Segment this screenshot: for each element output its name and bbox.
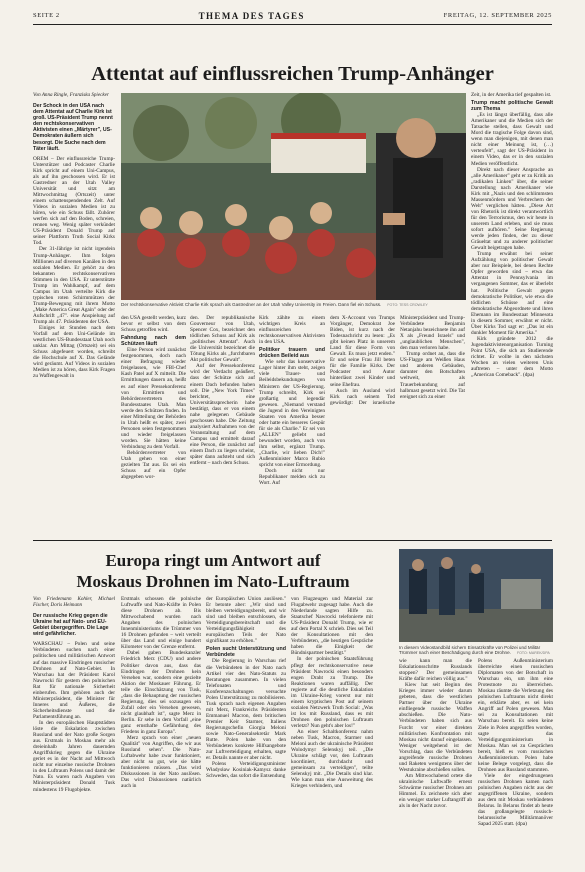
subhead-polen: Polen sucht Unterstützung und Verbündete (206, 646, 286, 659)
article-divider (33, 540, 552, 541)
subhead-trump: Trump macht politische Gewalt zum Thema (471, 100, 553, 113)
subhead-politiker: Politiker trauern und drücken Beileid aus (259, 347, 325, 360)
article2-byline: Von Friedemann Kohler, Michael Fischer, Doris Heimann (33, 596, 115, 608)
issue-date: FREITAG, 12. SEPTEMBER 2025 (443, 12, 552, 19)
article2-column-2: Erstmals schossen die polnische Luftwaffe und Nato-Kräfte in Polen diese Drohnen ab. Bis Mittwochabend wurden nach Angaben des polnischen Innenministeriums die Trümmer von 16 Drohnen gefunden – weit verteilt über das Land und einige hundert Kilometer von der Grenze entfernt. Dabei gaben Bundeskanzler Friedrich Merz (CDU) und andere Politiker davon aus, dass das Eindringen der Drohnen kein Versehen war, sondern eine gezielte Aktion der Moskauer Führung. Er teile die Einschätzung von Tusk, „dass die Behauptung der russischen Regierung, dies sei sozusagen ein Zufall oder ein Versehen gewesen, nicht glaubhaft ist", sagte Merz in Berlin. Er sehe in dem Vorfall „eine ganz ernsthafte Gefährdung des Friedens in ganz Europa". Merz sprach von einer „neuen Qualität" von Angriffen, die wir aus Russland sehen". Die Nato-Luftabwehr habe zwar funktioniert, aber nicht so gut, wie sie hätte funktionieren müssen. „Das wird Diskussionen in der Nato auslösen. Das wird Diskussionen natürlich auch in (121, 596, 201, 790)
article2-photo-caption: In diesem Videostandbild sichern Einsatzkräfte von Polizei und Militär Trümmer nach einer Beschädigung durch eine Drohne. FOTO: MAREK/DPA (399, 645, 550, 656)
article1-photo (121, 93, 466, 300)
article1-column-4: Kirk zählte zu einem wichtigen Kreis an einflussreichen rechtskonservativen Aktivisten in den USA. Politiker trauern und drücken Beileid aus Wie sehr das konservative Lager hinter ihm steht, zeigen viele Trauer- und Beileidsbekundungen von Ministern der US-Regierung. Trump schreibt, Kirk sei großartig und legendär gewesen. „Niemand verstand die Jugend in den Vereinigten Staaten von Amerika besser oder hatte ein besseres Gespür für sie als Charlie." Er sei von „ALLEN" geliebt und bewundert worden, auch von ihm selbst, ergänzt Trump. „Charlie, wir lieben Dich!" Außenminister Marco Rubio spricht von einer Ermordung. Doch nicht nur Republikaner melden sich zu Wort. Auf (259, 315, 325, 487)
article1-photo-caption: Der rechtskonservative Aktivist Charlie Kirk sprach als Gastredner an der Utah Valley University im Freien. Dann fiel ein Schuss. FOTO: TESS CROWLEY (121, 302, 428, 307)
article2-photo (399, 549, 553, 642)
article1-lead: Der Schock in den USA nach dem Attentat auf Charlie Kirk ist groß. US-Präsident Trump nennt den rechtskonservativen Aktivisten einen „Märtyrer", US-Demokraten äußern sich besorgt. Die Suche nach dem Täter läuft. (33, 103, 113, 152)
photo-credit: FOTO: TESS CROWLEY (387, 303, 428, 307)
article1-column-5: dem X-Account von Trumps Vorgänger, Demokrat Joe Biden, ist kurz nach der Todesnachricht zu lesen: „Es gibt keinen Platz in unserem Land für diese Form von Gewalt. Es muss jetzt enden." Er und seine Frau Jill beten für die Familie Kirks. Der Podcaster und Autor hinterlässt zwei Kinder und seine Ehefrau. Auch im Ausland wird Kirk nach seinem Tod gewürdigt: Der israelische Ministerpräsident und Trump-Verbündete Benjamin Netanjahu bezeichnete ihn auf X als „Freund Israels" und „unglaublichen Menschen", den man verloren habe. Trump ordnet an, dass die US-Flagge am Weißen Haus und anderen Gebäuden, darunter den Botschaften weltweit, als Trauerbekundung auf halbmast gesetzt wird. Die Tat ereignet sich zu einer (330, 315, 465, 406)
article2-column-4: von Flugzeugen und Material zur Flugabwehr zugesagt habe. Auch die Niederlande sagten Hilfe zu. Staatschef Nawrocki telefonierte mit US-Präsident Donald Trump, wie er auf dem Portal X schrieb. Dies sei Teil der Konsultationen mit den Verbündeten, „die heutigen Gespräche haben die Einigkeit der Bündnispartner bestätigt." In der polnischen Staatsführung pflegt der rechtskonservative neue Präsident Nawrocki einen besonders engen Draht zu Trump. Die Reaktionen waren auffällig. Der regierte auf die deutliche Eskalation im Ukraine-Krieg vorerst nur mit einem kryptischen Post auf seinem sozialen Netzwerk Truth Social: „Was ist los mit Russland, dass es mit Drohnen den polnischen Luftraum verletzt? Nun geht's aber los!" An einer Schaltkonferenz nahm neben Tusk, Macron, Starmer und Meloni auch der ukrainische Präsident Wolodymyr Selenskyj teil. „Die Ukraine schlägt vor, den Luftraum koordiniert, durchdacht und gemeinsam zu verteidigen", teilte Selenskyj mit. „Die Details sind klar. Wie kann man eine Ausweitung des Krieges verhindern, und (291, 596, 373, 790)
article1-column-3: den. Der republikanische Gouverneur von Utah, Spencer Cox, bezeichnet den tödlichen Schuss auf Kirk als „politisches Attentat". Auch die Universität bezeichnet die Tötung Kirks als „furchtbaren Akt politischer Gewalt". Auf der Pressekonferenz wird der Verdacht geäußert, dass der Schütze sich auf einem Dach befunden haben soll. Die „New York Times" berichtet, eine Universitätssprecherin habe bestätigt, dass er von einem nahe gelegenen Gebäude geschossen habe. Die Zeitung analysiert Aufnahmen von der Veranstaltung auf dem Campus und ermittelt darauf eine Person, die zunächst auf einem Dach zu liegen scheint, später dann aufsteht und sich entfernt – nach dem Schuss. (190, 315, 255, 467)
event-photo-illustration (121, 93, 466, 300)
page-header (33, 7, 552, 25)
article2-lead: Der russische Krieg gegen die Ukraine hat auf Nato- und EU-Gebiet übergegriffen. Die Lage wird gefährlicher. (33, 613, 109, 638)
article1-byline: Von Anna Ringle, Franziska Spiecker (33, 92, 109, 98)
article1-column-6: Zeit, in der Amerika tief gespalten ist. Trump macht politische Gewalt zum Thema „Es ist längst überfällig, dass alle Amerikaner und die Medien sich der Tatsache stellen, dass Gewalt und Mord die tragische Folge davon sind, wenn man diejenigen, mit denen man nicht einer Meinung ist, (…) verteufelt", sagt der US-Präsident in einem Video, das er in den sozialen Medien veröffentlicht. Direkt nach dieser Ansprache an „alle Amerikaner" geht er zu Kritik an „radikalen Linken" über, die seiner Darstellung nach Amerikaner wie Kirk mit „Nazis und den schlimmsten Massenmördern und Verbrechern der Welt" verglichen hätten. „Diese Art von Rhetorik ist direkt verantwortlich für den Terrorismus, den wir heute in unserem Land erleben, und sie muss sofort aufhören." Seine Regierung werde jeden finden, der zu dieser Gräueltat und zu anderer politischer Gewalt beigetragen habe. Trump erwähnt bei seiner Aufzählung von politischer Gewalt aber nur Beispiele, bei denen Rechte Opfer geworden sind – etwa das Attentat in Pennsylvania im vergangenen Sommer, das er überlebt hat. Politische Gewalt gegen demokratische Politiker, wie etwa die tödlichen Schüsse auf eine demokratische Abgeordnete und ihren Ehemann im Bundesstaat Minnesota in diesem Sommer, erwähnt er nicht. Über Kirks Tod sagt er: „Das ist ein dunkler Moment für Amerika." Kirk gründete 2012 die Jugendaktivistenorganisation Turning Point USA, die sich an Studierende richtet. Er wollte in den nächsten Wochen an vielen weiteren Unis auftreten – unter dem Motto „American Comeback". (dpa) (471, 92, 553, 379)
page-number: SEITE 2 (33, 12, 60, 19)
article2-column-1: Von Friedemann Kohler, Michael Fischer, Doris Heimann Der russische Krieg gegen die Ukraine hat auf Nato- und EU-Gebiet übergegriffen. Die Lage wird gefährlicher. WARSCHAU – Polen und seine Verbündeten suchen nach einer politischen und militärischen Antwort auf das massive Eindringen russischer Drohnen auf Nato-Gebiet. In Warschau hat der Präsident Karol Nawrocki für gestern den polnischen Rat für nationale Sicherheit einberufen. Ihm gehören auch der Ministerpräsident, die Minister für Inneres und Äußeres, die Sicherheitsdienste und die Parlamentsführung an. In den europäischen Hauptstädten löste die Eskalation zwischen Russland und der Nato große Sorgen aus. Erstmals in Moskau mehr als dreieinhalb Jahren dauernden Angriffskrieg gegen die Ukraine geriet es in der Nacht auf Mittwoch nicht nur einzelne russische Drohnen in den Luftraum Polens und damit der Nato. Es waren nach Angaben von Ministerpräsident Donald Tusk mindestens 19 Flugobjekte. (33, 596, 115, 793)
article2-column-3: der Europäischen Union auslösen." Er betonte aber: „Wir sind und bleiben verteidigungsbereit, und wir sind und bleiben entschlossen, die Verteidigungsbereitschaft und die Verteidigungsfähigkeit des europäischen Teils der Nato signifikant zu erhöhen." Polen sucht Unterstützung und Verbündete Die Regierung in Warschau rief die Verbündeten in der Nato nach Artikel vier des Nato-Statuts zu Beratungen zusammen. In vielen Telefonaten und Konferenzschaltungen versuchte Polen Unterstützung zu mobilisieren. Tusk sprach nach eigenen Angaben mit Merz, Frankreichs Präsidenten Emmanuel Macron, dem britischen Premier Keir Starmer, Italiens Regierungschefin Giorgia Meloni sowie Nato-Generalsekretär Mark Rutte. Polen habe von den Verbündeten konkrete Hilfsangebote zur Luftverteidigung erhalten, sagte er. Details nannte er aber nicht. Polens Verteidigungsminister Władysław Kosiniak-Kamysz danke Schweden, das sofort die Entsendung (206, 596, 286, 780)
article1-column-2: den USA gestellt werden, kurz bevor er selbst von dem Schuss getroffen wird. Fahndung nach dem Schützen läuft Eine Person wird zunächst festgenommen, doch nach einer Befragung wieder freigelassen, wie FBI-Chef Kash Patel auf X mitteilt. Die Ermittlungen dauern an, heißt es auf einer Pressekonferenz von Ermittlern und Behördenvertretern des Bundesstaates Utah. Man werde den Schützen finden. In einer Mitteilung der Behörden in Utah heißt es später, zwei Personen seien festgenommen und wieder freigelassen worden. Sie hätten keine Verbindung zu dem Vorfall. Behördenvertreter von Utah gehen von einer gezielten Tat aus. Es sei ein Schuss auf ein Opfer abgegeben wor- (121, 315, 186, 481)
article1-column-1: Von Anna Ringle, Franziska Spiecker Der Schock in den USA nach dem Attentat auf Charlie Kirk ist groß. US-Präsident Trump nennt den rechtskonservativen Aktivisten einen „Märtyrer", US-Demokraten äußern sich besorgt. Die Suche nach dem Täter läuft. OREM – Der einflussreiche Trump-Unterstützer und Podcaster Charlie Kirk spricht auf einem Uni-Campus, als auf ihn geschossen wird. Er ist Gastredner an der Utah Valley Universität und sitzt am Mittwochmittag (Ortszeit) unter einem schattenspendenden Zelt. Auf Videos in sozialen Medien ist zu hören, wie ein Schuss fällt. Zuhörer werfen sich auf den Boden, schreien, rennen weg. Wenig später verkündet US-Präsident Donald Trump auf seiner Plattform Truth Social Kirks Tod. Der 31-Jährige ist nicht irgendein Trump-Anhänger. Ihm folgen Millionen auf diversen Kanälen in den sozialen Medien. Er gehört zu den bekannten rechtskonservativen Stimmen in den USA. Er unterstützte Trump im Wahlkampf, auf dem Campus im Utah verteilte Kirk die typischen roten Schirmmützen der Trump-Bewegung mit ihrem Motto „Make America Great Again" oder der Aufschrift „47". eine Anspielung auf Trump als 47. Präsidenten der USA. Einiges ist Stunden nach dem Vorfall auf dem Uni-Gelände im westlichen US-Bundesstaat Utah noch unklar. Am Mittag (Ortszeit) sei ein Schuss abgefeuert worden, schreibt die Hochschule auf X. Das Gelände wird geräumt. Auf Videos in sozialen Medien ist zu hören, dass Kirk Fragen zu Waffengewalt in (33, 92, 115, 380)
drone-debris-photo-illustration (399, 549, 553, 642)
article2-headline: Europa ringt um Antwort auf Moskaus Drohnen im Nato-Luftraum (76, 551, 350, 591)
article2-column-6: Polens Außenministerium überreichte einen russischen Diplomaten von der Botschaft in Warschau ein, um ihm eine Protestnote zu überreichen. Moskau räumte die Verletzung des polnischen Luftraums nicht direkt ein, erklärte aber, es sei kein Angriff auf Polen gewesen. Man sei zu Konsultationen mit Warschau bereit. Es seien keine Ziele in Polen angegriffen worden, sagte das Verteidigungsministerium in Moskau. Man sei zu Gesprächen bereit, hieß es vom russischen Außenministerium. Polen habe keine Belege vorgelegt, dass die Drohnen aus Russland stammten. Viele der eingedrungenen russischen Drohnen kamen nach polnischen Angaben nicht aus der angegriffenen Ukraine, sondern aus dem mit Moskau verbündeten Belarus. In Belarus findet ab heute das großangelegte russisch-belarussische Militärmanöver Sapad 2025 statt. (dpa) (478, 658, 553, 828)
photo-credit-2: FOTO: MAREK/DPA (516, 651, 550, 656)
section-title: THEMA DES TAGES (198, 10, 305, 21)
article1-headline: Attentat auf einflussreichen Trump-Anhänger (91, 63, 494, 85)
article2-column-5: wie kann man die Eskalationsschritte Russlands stoppen? Der gemeinsamen Kräfte dafür reichen völlig aus." Kiew hat seit Beginn des Krieges immer wieder darum gebeten, dass die westlichen Partner über der Ukraine einfliegende russische Waffen abschießen. Die Nato-Verbündeten haben sich aus Furcht vor einer direkten militärischen Konfrontation mit Moskau nicht darauf eingelassen. Weniger weitgehend ist der Vorschlag, dass die Verbündeten angreifende russische Drohnen und Raketen wenigstens über der Westukraine abschießen sollen. Am Mittwochabend ortete die ukrainische Luftwaffe erneut Schwärme russischer Drohnen am Himmel. Es zeichnete sich aber ein weniger starker Luftangriff ab als in der Nacht zuvor. (399, 658, 472, 810)
subhead-fahndung: Fahndung nach dem Schützen läuft (121, 335, 186, 348)
